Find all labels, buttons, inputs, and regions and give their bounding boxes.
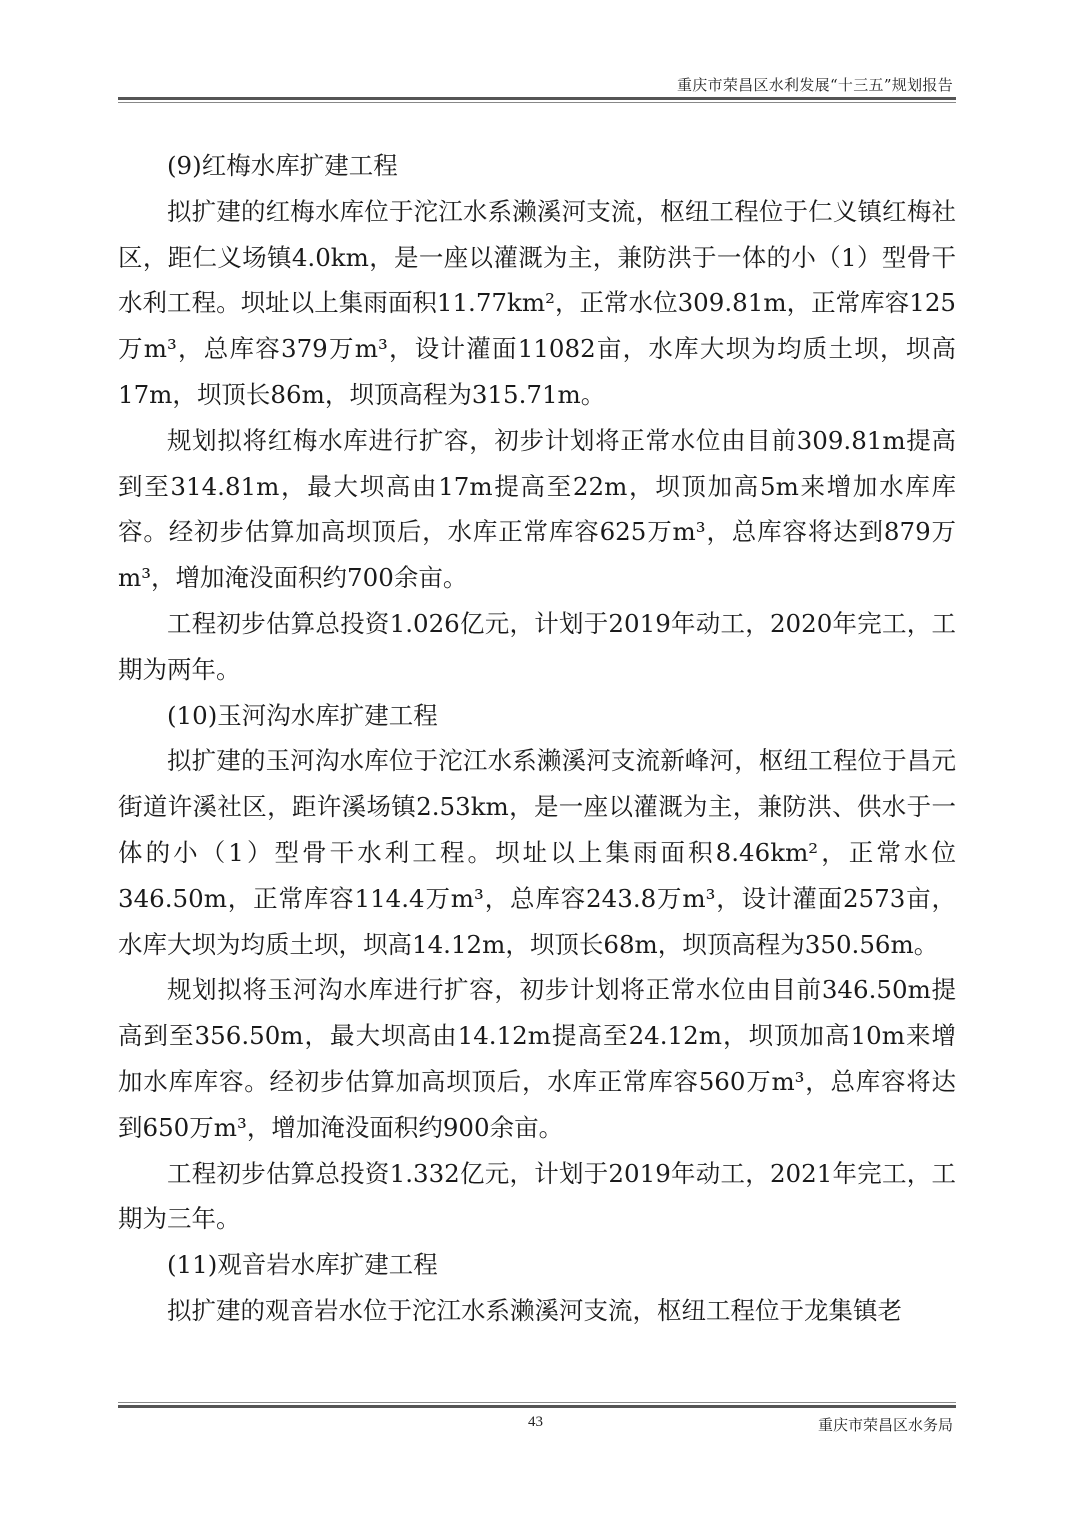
section-heading-11: (11)观音岩水库扩建工程 xyxy=(167,1250,438,1280)
paragraph: 拟扩建的玉河沟水库位于沱江水系濑溪河支流新峰河，枢纽工程位于昌元街道许溪社区，距许溪场镇2.53km，是一座以灌溉为主，兼防洪、供水于一体的小（1）型骨干水利工程。坝址以上集雨面积8.46km²，正常水位346.50m，正常库容114.4万m³，总库容243.8万m³，设计灌面2573亩，水库大坝为均质土坝，坝高14.12m，坝顶长68m，坝顶高程为350.56m。 xyxy=(118,746,956,959)
paragraph: 拟扩建的观音岩水位于沱江水系濑溪河支流，枢纽工程位于龙集镇老 xyxy=(167,1295,902,1325)
footer-organization: 重庆市荣昌区水务局 xyxy=(817,1416,953,1434)
paragraph: 工程初步估算总投资1.026亿元，计划于2019年动工，2020年完工，工期为两年。 xyxy=(118,608,956,684)
section-heading-10: (10)玉河沟水库扩建工程 xyxy=(167,700,438,730)
header-rule-thin xyxy=(118,102,956,103)
paragraph: 规划拟将玉河沟水库进行扩容，初步计划将正常水位由目前346.50m提高到至356.50m，最大坝高由14.12m提高至24.12m，坝顶加高10m来增加水库库容。经初步估算加高坝顶后，水库正常库容560万m³，总库容将达到650万m³，增加淹没面积约900余亩。 xyxy=(118,975,956,1142)
footer-rule xyxy=(118,1405,956,1408)
running-header: 重庆市荣昌区水利发展“十三五”规划报告 xyxy=(676,76,953,94)
paragraph: 规划拟将红梅水库进行扩容，初步计划将正常水位由目前309.81m提高到至314.81m，最大坝高由17m提高至22m，坝顶加高5m来增加水库库容。经初步估算加高坝顶后，水库正常库容625万m³，总库容将达到879万m³，增加淹没面积约700余亩。 xyxy=(118,425,956,593)
page-number: 43 xyxy=(528,1414,543,1430)
paragraph: 拟扩建的红梅水库位于沱江水系濑溪河支流，枢纽工程位于仁义镇红梅社区，距仁义场镇4.0km，是一座以灌溉为主，兼防洪于一体的小（1）型骨干水利工程。坝址以上集雨面积11.77km²，正常水位309.81m，正常库容125万m³，总库容379万m³，设计灌面11082亩，水库大坝为均质土坝，坝高17m，坝顶长86m，坝顶高程为315.71m。 xyxy=(118,196,956,409)
section-heading-9: (9)红梅水库扩建工程 xyxy=(167,151,398,180)
paragraph: 工程初步估算总投资1.332亿元，计划于2019年动工，2021年完工，工期为三年。 xyxy=(118,1158,956,1234)
footer-rule-thin xyxy=(118,1402,956,1403)
header-rule xyxy=(118,97,956,100)
body-text xyxy=(118,143,956,1334)
